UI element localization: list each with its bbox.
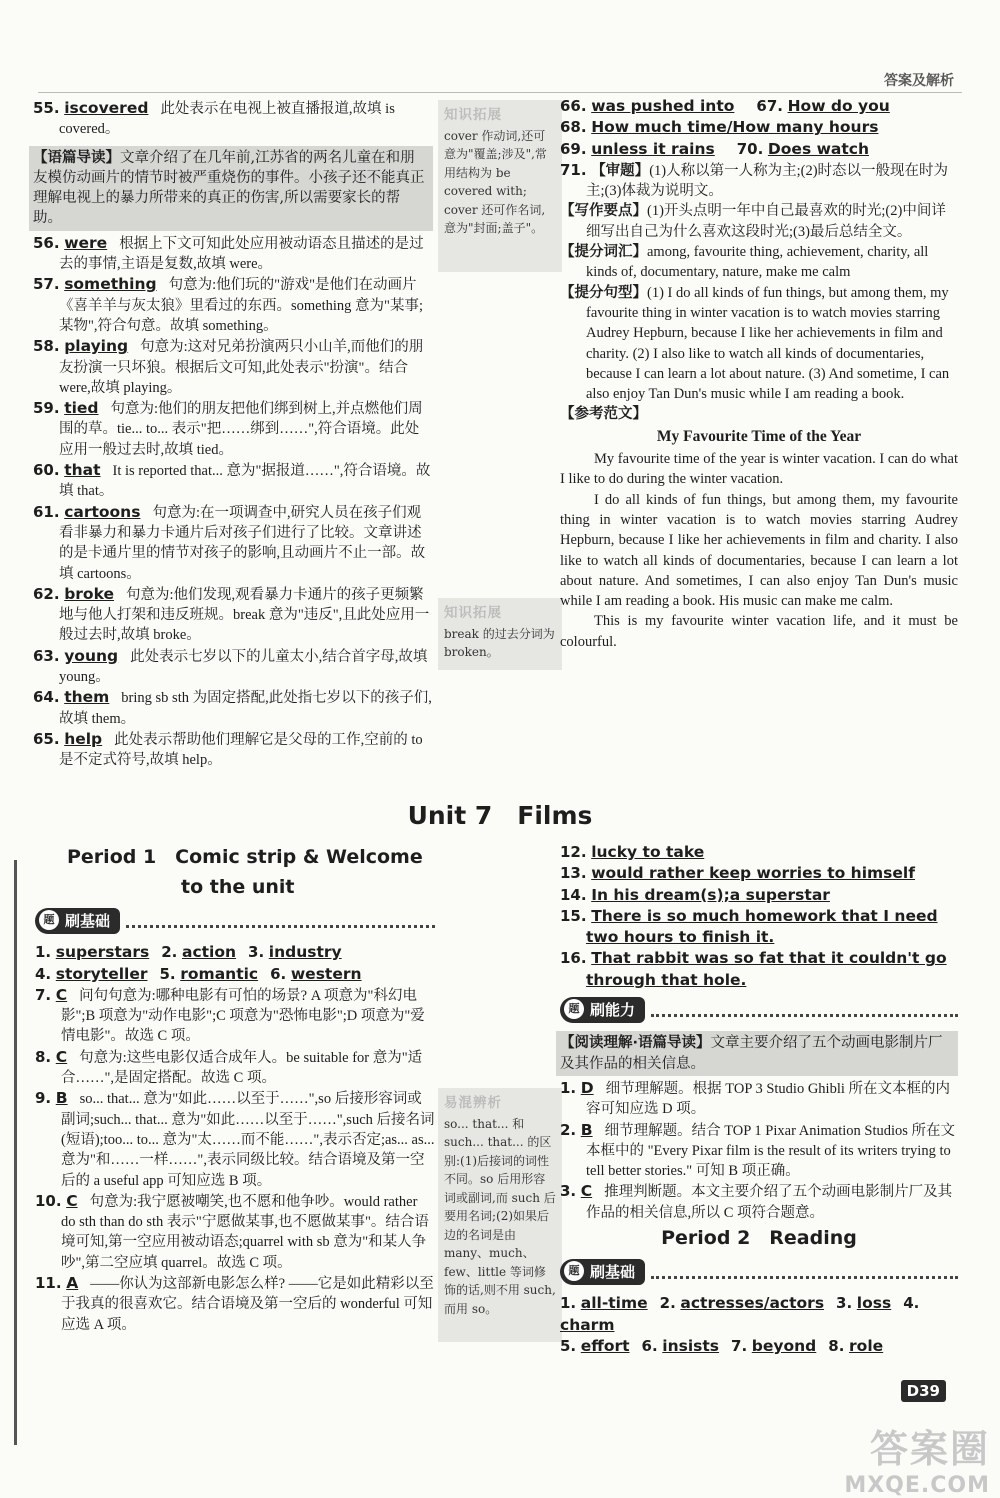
period1-section (35, 842, 435, 1335)
reading-guide (556, 1031, 958, 1076)
item-explanation: 句意为:这些电影仅适合成年人。be suitable for 意为"适合……",是固定搭配。故选 C 项。 (61, 1049, 423, 1087)
answer-row (560, 117, 958, 138)
point-label: 【提分句型】 (560, 284, 647, 301)
period1-title-line2: to the unit (181, 876, 295, 898)
item-number: 65. (33, 729, 60, 748)
item-answer: superstars (55, 943, 150, 962)
page-number: D39 (901, 1380, 946, 1402)
item-explanation: 推理判断题。本文主要介绍了五个动画电影制片厂及其作品的相关信息,所以 C 项符合题意。 (586, 1184, 953, 1221)
item-answer: help (64, 729, 103, 748)
item-answer: something (64, 275, 157, 294)
point-label: 【提分词汇】 (560, 244, 647, 261)
knowledge-note-break (438, 598, 562, 670)
item-answer: That rabbit was so fat that it couldn't go through that hole. (586, 949, 947, 989)
item-explanation: 句意为:在一项调查中,研究人员在孩子们观看非暴力和暴力卡通片后对孩子们进行了比较。文章讲述的是卡通片里的情节对孩子的影响,且动画片不止一部。故填 cartoons。 (59, 504, 426, 582)
point-label: 【写作要点】 (560, 203, 647, 220)
watermark-url: MXQE.COM (844, 1473, 990, 1498)
item-number: 5. (560, 1336, 577, 1355)
item-number: 67. (756, 97, 783, 115)
right-bottom-column (560, 842, 958, 1357)
basic-practice-badge (560, 1259, 958, 1285)
writing-point (560, 283, 958, 405)
item-answer: industry (268, 943, 342, 962)
watermark-text: 答案圈 (869, 1427, 990, 1471)
header-title: 答案及解析 (884, 73, 954, 89)
item-answer: B (55, 1089, 68, 1108)
confusion-note (438, 1088, 562, 1342)
item-answer: young (64, 646, 119, 665)
item-explanation: ——你认为这部新电影怎么样? ——它是如此精彩以至于我真的很喜欢它。结合语境及第一空后的 wonderful 可知应选 A 项。 (61, 1276, 434, 1333)
item-answer: A (66, 1274, 79, 1293)
item-number: 15. (560, 906, 587, 925)
basic-practice-badge (35, 908, 435, 934)
practice-icon: 题 (564, 1261, 584, 1281)
answer-item (33, 233, 433, 275)
item-explanation: 此处表示在电视上被直播报道,故填 is covered。 (59, 101, 395, 138)
item-answer: unless it rains (591, 139, 715, 158)
point-text: (1)开头点明一年中自己最喜欢的时光;(2)中间详细写出自己为什么喜欢这段时光;(3)最后总结全文。 (586, 203, 946, 240)
sample-essay (560, 449, 958, 652)
note-text: break 的过去分词为 broken。 (444, 626, 555, 659)
item-number: 16. (560, 949, 587, 968)
point-label: 【参考范文】 (560, 406, 647, 423)
item-answer: romantic (180, 964, 259, 983)
translation-item (560, 863, 958, 884)
header-divider (38, 92, 962, 93)
item-explanation: 句意为:他们玩的"游戏"是他们在动画片《喜羊羊与灰太狼》里看过的东西。something 意为"某事;某物",符合句意。故填 something。 (59, 277, 423, 334)
guide-label: 【阅读理解·语篇导读】 (560, 1035, 711, 1052)
right-answer-column (560, 96, 958, 652)
item-number: 61. (33, 502, 60, 521)
writing-point (560, 242, 958, 283)
item-answer: iscovered (64, 99, 149, 117)
item-number: 4. (903, 1294, 920, 1313)
reading-item (560, 1120, 958, 1182)
item-explanation: 此处表示七岁以下的儿童太小,结合首字母,故填 young。 (59, 648, 428, 686)
point-label: 【审题】 (591, 162, 650, 179)
note-text: cover 作动词,还可意为"覆盖;涉及",常用结构为 be covered with; cover 还可作名词,意为"封面;盖子"。 (444, 128, 547, 235)
item-number: 55. (33, 99, 60, 117)
period1-answers (35, 942, 435, 1335)
point-text: (1) I do all kinds of fun things, but among them, my favourite thing in winter vacation is to watch movies starring Audrey Hepburn, because I like her achievements in film and charity. (2) I also like to watch all kinds of documentaries, because I can learn a lot about nature. (3) And sometime, I can also enjoy Tan Dun's music while I am reading a book. (586, 284, 950, 403)
word-answer-row (35, 942, 435, 963)
item-explanation: 此处表示帮助他们理解它是父母的工作,空前的 to 是不定式符号,故填 help。 (59, 731, 423, 769)
answer-item (33, 398, 433, 460)
item-answer: was pushed into (591, 97, 735, 115)
item-answer: charm (560, 1315, 615, 1334)
writing-point (560, 404, 958, 424)
essay-title: My Favourite Time of the Year (656, 427, 862, 445)
item-answer: C (580, 1182, 593, 1201)
translation-item (560, 906, 958, 949)
guide-text: 文章主要介绍了五个动画电影制片厂及其作品的相关信息。 (560, 1035, 943, 1072)
item-answer: them (64, 688, 110, 707)
item-number: 14. (560, 885, 587, 904)
word-answer-row (560, 1336, 958, 1357)
item-number: 71. (560, 160, 587, 179)
reading-item (560, 1078, 958, 1120)
word-answer-row (35, 964, 435, 985)
essay-paragraph: I do all kinds of fun things, but among them, my favourite thing in winter vacation is to watch movies starring Audrey Hepburn, because I like her achievements in film and charity. I also like to watch all kinds of documentaries, because I can learn a lot about nature. And sometimes, I can also enjoy Tan Dun's music while I am reading a book. His music can make me calm. (560, 491, 958, 610)
item-number: 3. (560, 1182, 577, 1201)
item-number: 69. (560, 139, 587, 158)
item-number: 57. (33, 275, 60, 294)
answer-item (33, 336, 433, 398)
item-number: 1. (560, 1078, 577, 1097)
period1-title-line1: Period 1 Comic strip & Welcome (67, 846, 423, 868)
item-explanation: so... that... 意为"如此……以至于……",so 后接形容词或副词;such... that... 意为"如此……以至于……",such 后接名词(短语);too... to... 意为"太……而不能……",表示否定;as... as... 意为"和……一样……",表示同级比较。结合语境及第一空后的 a useful app 可知应选 B 项。 (61, 1091, 435, 1189)
practice-icon: 题 (564, 999, 584, 1019)
answer-item (33, 274, 433, 336)
translation-item (560, 885, 958, 906)
knowledge-note-cover (438, 100, 562, 272)
answer-item (33, 729, 433, 771)
item-number: 2. (560, 1120, 577, 1139)
note-text: so... that... 和 such... that... 的区别:(1)后接词的词性不同。so 后用形容词或副词,而 such 后要用名词;(2)如果后边的名词是由 many、much、few、little 等词修饰的话,则不用 such,而用 so。 (444, 1116, 556, 1316)
item-number: 66. (560, 97, 587, 115)
item-number: 8. (828, 1336, 845, 1355)
reading-item (560, 1181, 958, 1223)
point-text: (1)人称以第一人称为主;(2)时态以一般现在时为主;(3)体裁为说明文。 (586, 162, 949, 200)
left-answer-column (33, 98, 433, 771)
note-title: 知识拓展 (444, 107, 502, 123)
item-answer: loss (856, 1294, 892, 1313)
item-number: 1. (560, 1294, 577, 1313)
choice-item (35, 1088, 435, 1190)
item-number: 2. (659, 1294, 676, 1313)
item-answer: storyteller (55, 964, 148, 983)
answer-row (560, 96, 958, 117)
choice-item (35, 1273, 435, 1335)
translation-item (560, 948, 958, 991)
item-number: 60. (33, 461, 60, 480)
badge-label: 刷能力 (590, 1001, 636, 1020)
answer-item (33, 687, 433, 729)
dotted-divider (651, 1004, 958, 1017)
choice-item (35, 1047, 435, 1089)
item-number: 4. (35, 964, 52, 983)
watermark-logo (844, 1418, 990, 1498)
item-number: 56. (33, 233, 60, 252)
item-answer: cartoons (64, 502, 141, 521)
item-answer: beyond (751, 1336, 817, 1355)
answer-item (33, 98, 433, 140)
practice-icon: 题 (39, 910, 59, 930)
item-number: 5. (159, 964, 176, 983)
item-number: 11. (35, 1274, 62, 1293)
item-explanation: 细节理解题。结合 TOP 1 Pixar Animation Studios 所在文本框中的 "Every Pixar film is the result of its writers trying to tell better stories." 可知 B 项正确。 (586, 1122, 956, 1180)
item-answer: insists (662, 1336, 720, 1355)
item-number: 6. (641, 1336, 658, 1355)
item-answer: were (64, 233, 108, 252)
item-answer: would rather keep worries to himself (591, 864, 915, 883)
guide-label: 【语篇导读】 (33, 149, 120, 166)
item-answer: C (66, 1191, 78, 1210)
item-answer: How do you (787, 97, 890, 115)
item-explanation: 细节理解题。根据 TOP 3 Studio Ghibli 所在文本框的内容可知应选 D 项。 (586, 1080, 951, 1118)
item-answer: actresses/actors (680, 1294, 825, 1313)
essay-paragraph: This is my favourite winter vacation life, and it must be colourful. (560, 613, 958, 650)
left-margin-bar (14, 860, 17, 1445)
item-number: 8. (35, 1047, 52, 1066)
item-answer: D (580, 1078, 594, 1097)
item-number: 7. (35, 985, 52, 1004)
choice-item (35, 1191, 435, 1273)
item-answer: role (849, 1336, 884, 1355)
item-number: 2. (161, 943, 178, 962)
badge-label: 刷基础 (590, 1263, 636, 1282)
answer-item (33, 460, 433, 502)
item-number: 68. (560, 118, 587, 137)
item-answer: all-time (580, 1294, 648, 1313)
item-answer: playing (64, 337, 129, 356)
item-number: 59. (33, 399, 60, 418)
item-number: 6. (270, 964, 287, 983)
item-answer: lucky to take (591, 843, 705, 861)
item-number: 64. (33, 688, 60, 707)
item-explanation: 句意为:这对兄弟扮演两只小山羊,而他们的朋友扮演一只坏狼。根据后文可知,此处表示"扮演"。结合 were,故填 playing。 (59, 339, 424, 396)
translation-item (560, 842, 958, 863)
item-number: 62. (33, 584, 60, 603)
answer-item (33, 502, 433, 584)
item-answer: that (64, 461, 101, 480)
item-answer: There is so much homework that I need two hours to finish it. (586, 906, 938, 947)
note-title: 知识拓展 (444, 605, 502, 621)
dotted-divider (651, 1266, 958, 1279)
item-number: 7. (731, 1336, 748, 1355)
item-explanation: It is reported that... 意为"据报道……",符合语境。故填 that。 (59, 463, 431, 500)
writing-point (560, 201, 958, 242)
badge-pill (560, 1259, 645, 1285)
item-answer: tied (64, 399, 99, 418)
item-number: 10. (35, 1191, 62, 1210)
essay-paragraph: My favourite time of the year is winter vacation. I can do what I like to do during the winter vacation. (560, 451, 958, 488)
item-answer: western (290, 964, 362, 983)
badge-label: 刷基础 (65, 912, 111, 930)
unit-title: Unit 7 Films (407, 801, 593, 830)
period2-title: Period 2 Reading (661, 1227, 857, 1250)
item-number: 9. (35, 1089, 52, 1108)
item-answer: broke (64, 584, 114, 603)
guide-text: 文章介绍了在几年前,江苏省的两名儿童在和朋友模仿动画片的情节时被严重烧伤的事件。小孩子还不能真正理解电视上的暴力所带来的真正的伤害,所以需要家长的帮助。 (33, 149, 425, 227)
answer-item (33, 584, 433, 646)
item-explanation: 句意为:他们发现,观看暴力卡通片的孩子更频繁地与他人打架和违反班规。break 意为"违反",且此处应用一般过去时,故填 broke。 (59, 586, 430, 644)
item-explanation: bring sb sth 为固定搭配,此处指七岁以下的孩子们,故填 them。 (59, 690, 432, 727)
word-answer-row (560, 1293, 958, 1336)
item-answer: Does watch (767, 139, 869, 158)
ability-practice-badge (560, 997, 958, 1023)
item-number: 63. (33, 646, 60, 665)
item-number: 58. (33, 337, 60, 356)
writing-task (560, 160, 958, 425)
note-title: 易混辨析 (444, 1095, 502, 1111)
choice-item (35, 985, 435, 1047)
item-number: 1. (35, 943, 52, 962)
item-answer: C (55, 1047, 68, 1066)
item-answer: B (580, 1120, 593, 1139)
item-explanation: 问句句意为:哪种电影有可怕的场景? A 项意为"科幻电影";B 项意为"动作电影";C 项意为"恐怖电影";D 项意为"爱情电影"。故选 C 项。 (61, 987, 425, 1045)
badge-pill (560, 997, 645, 1023)
item-answer: In his dream(s);a superstar (591, 885, 830, 904)
item-number: 3. (248, 943, 265, 962)
item-answer: C (55, 985, 68, 1004)
item-answer: How much time/How many hours (591, 118, 879, 137)
item-number: 13. (560, 864, 587, 883)
item-number: 12. (560, 843, 587, 861)
item-number: 70. (736, 139, 764, 158)
passage-guide (29, 146, 433, 231)
item-explanation: 句意为:他们的朋友把他们绑到树上,并点燃他们周围的草。tie... to... 表示"把……绑到……",符合语境。此处应用一般过去时,故填 tied。 (59, 401, 423, 458)
point-text: among, favourite thing, achievement, charity, all kinds of, documentary, nature, make me calm (586, 244, 929, 281)
item-answer: effort (580, 1336, 630, 1355)
item-explanation: 根据上下文可知此处应用被动语态且描述的是过去的事情,主语是复数,故填 were。 (59, 235, 424, 273)
item-explanation: 句意为:我宁愿被嘲笑,也不愿和他争吵。would rather do sth than do sth 表示"宁愿做某事,也不愿做某事"。结合语境可知,第一空应用被动语态;quarrel with sb 意为"和某人争吵",第二空应填 quarrel。故选 C 项。 (61, 1193, 429, 1271)
writing-point (586, 163, 948, 199)
item-number: 3. (836, 1294, 853, 1313)
answer-row (560, 139, 958, 160)
dotted-divider (126, 915, 435, 928)
item-answer: action (181, 943, 237, 962)
answer-item (33, 646, 433, 688)
